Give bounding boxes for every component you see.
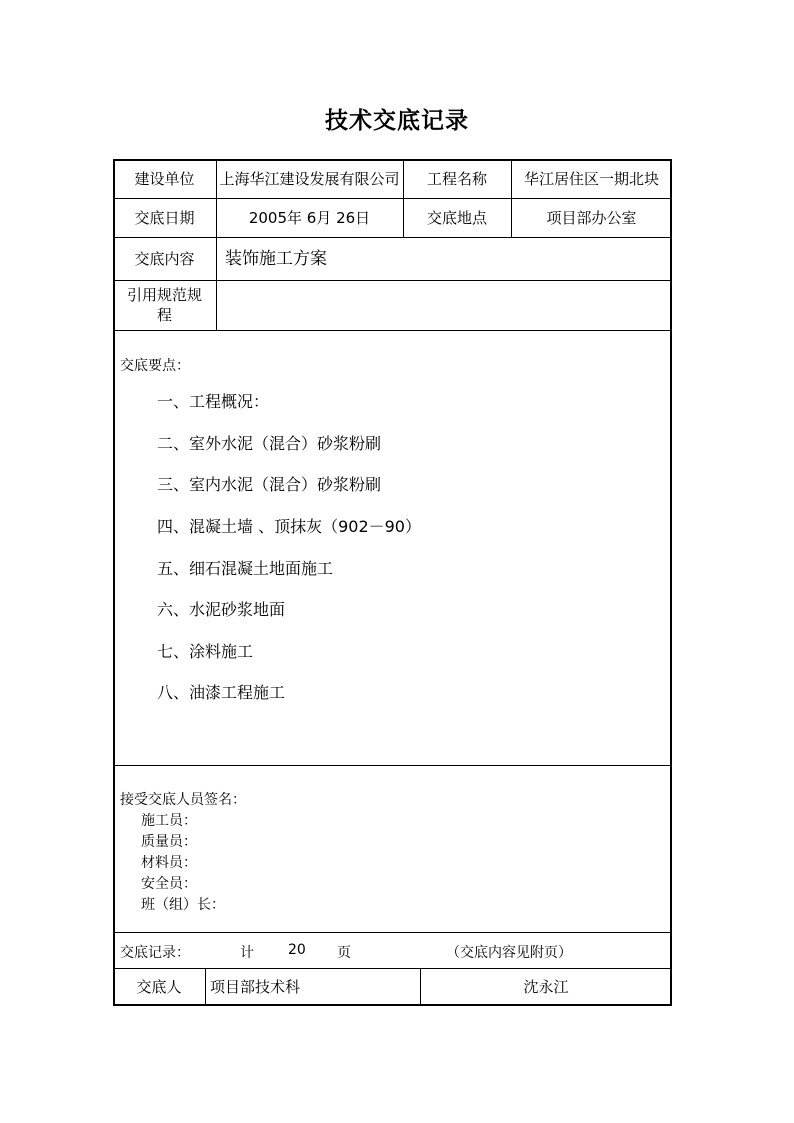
record-page-count: 20	[288, 942, 306, 958]
row-divider	[113, 932, 672, 933]
project-name-value: 华江居住区一期北块	[523, 169, 659, 188]
record-count-prefix: 计	[240, 945, 254, 961]
key-point-item: 八、油漆工程施工	[157, 683, 286, 702]
row-divider	[113, 330, 672, 331]
key-point-item: 二、室外水泥（混合）砂浆粉刷	[157, 434, 382, 453]
signature-role: 质量员：	[141, 834, 197, 850]
key-point-item: 五、细石混凝土地面施工	[157, 559, 334, 578]
referenced-standards-value	[225, 280, 665, 330]
column-divider	[205, 968, 206, 1006]
row-divider	[113, 765, 672, 766]
page-title: 技术交底记录	[325, 107, 469, 134]
briefing-date-label: 交底日期	[134, 208, 195, 227]
briefer-label: 交底人	[136, 978, 182, 996]
signature-role: 安全员：	[141, 876, 197, 892]
referenced-standards-label-line1: 引用规范规	[126, 286, 202, 304]
construction-unit-value: 上海华江建设发展有限公司	[219, 169, 400, 188]
signatures-heading: 接受交底人员签名：	[120, 792, 246, 808]
record-label: 交底记录：	[120, 945, 190, 961]
key-point-item: 六、水泥砂浆地面	[157, 600, 286, 619]
project-name-label: 工程名称	[426, 169, 487, 188]
referenced-standards-label-line2: 程	[156, 306, 172, 324]
briefing-date-value: 2005年 6月 26日	[248, 208, 371, 227]
key-point-item: 三、室内水泥（混合）砂浆粉刷	[157, 475, 382, 494]
briefing-location-label: 交底地点	[426, 208, 487, 227]
key-point-item: 七、涂料施工	[157, 642, 254, 661]
referenced-standards-label	[113, 280, 216, 330]
briefing-content-label: 交底内容	[134, 249, 195, 268]
key-point-item: 四、混凝土墙 、顶抹灰（902－90）	[157, 517, 421, 536]
key-points-heading: 交底要点：	[120, 358, 190, 374]
signature-role: 材料员：	[141, 855, 197, 871]
signature-role: 班（组）长：	[141, 897, 225, 913]
construction-unit-label: 建设单位	[134, 169, 195, 188]
briefer-department: 项目部技术科	[210, 978, 301, 996]
key-point-item: 一、工程概况：	[157, 392, 270, 411]
signature-role: 施工员：	[141, 813, 197, 829]
briefing-location-value: 项目部办公室	[546, 208, 637, 227]
record-count-unit: 页	[337, 945, 351, 961]
record-note: （交底内容见附页）	[446, 945, 572, 961]
briefer-name: 沈永江	[523, 978, 569, 996]
briefing-content-value: 装饰施工方案	[225, 248, 327, 269]
